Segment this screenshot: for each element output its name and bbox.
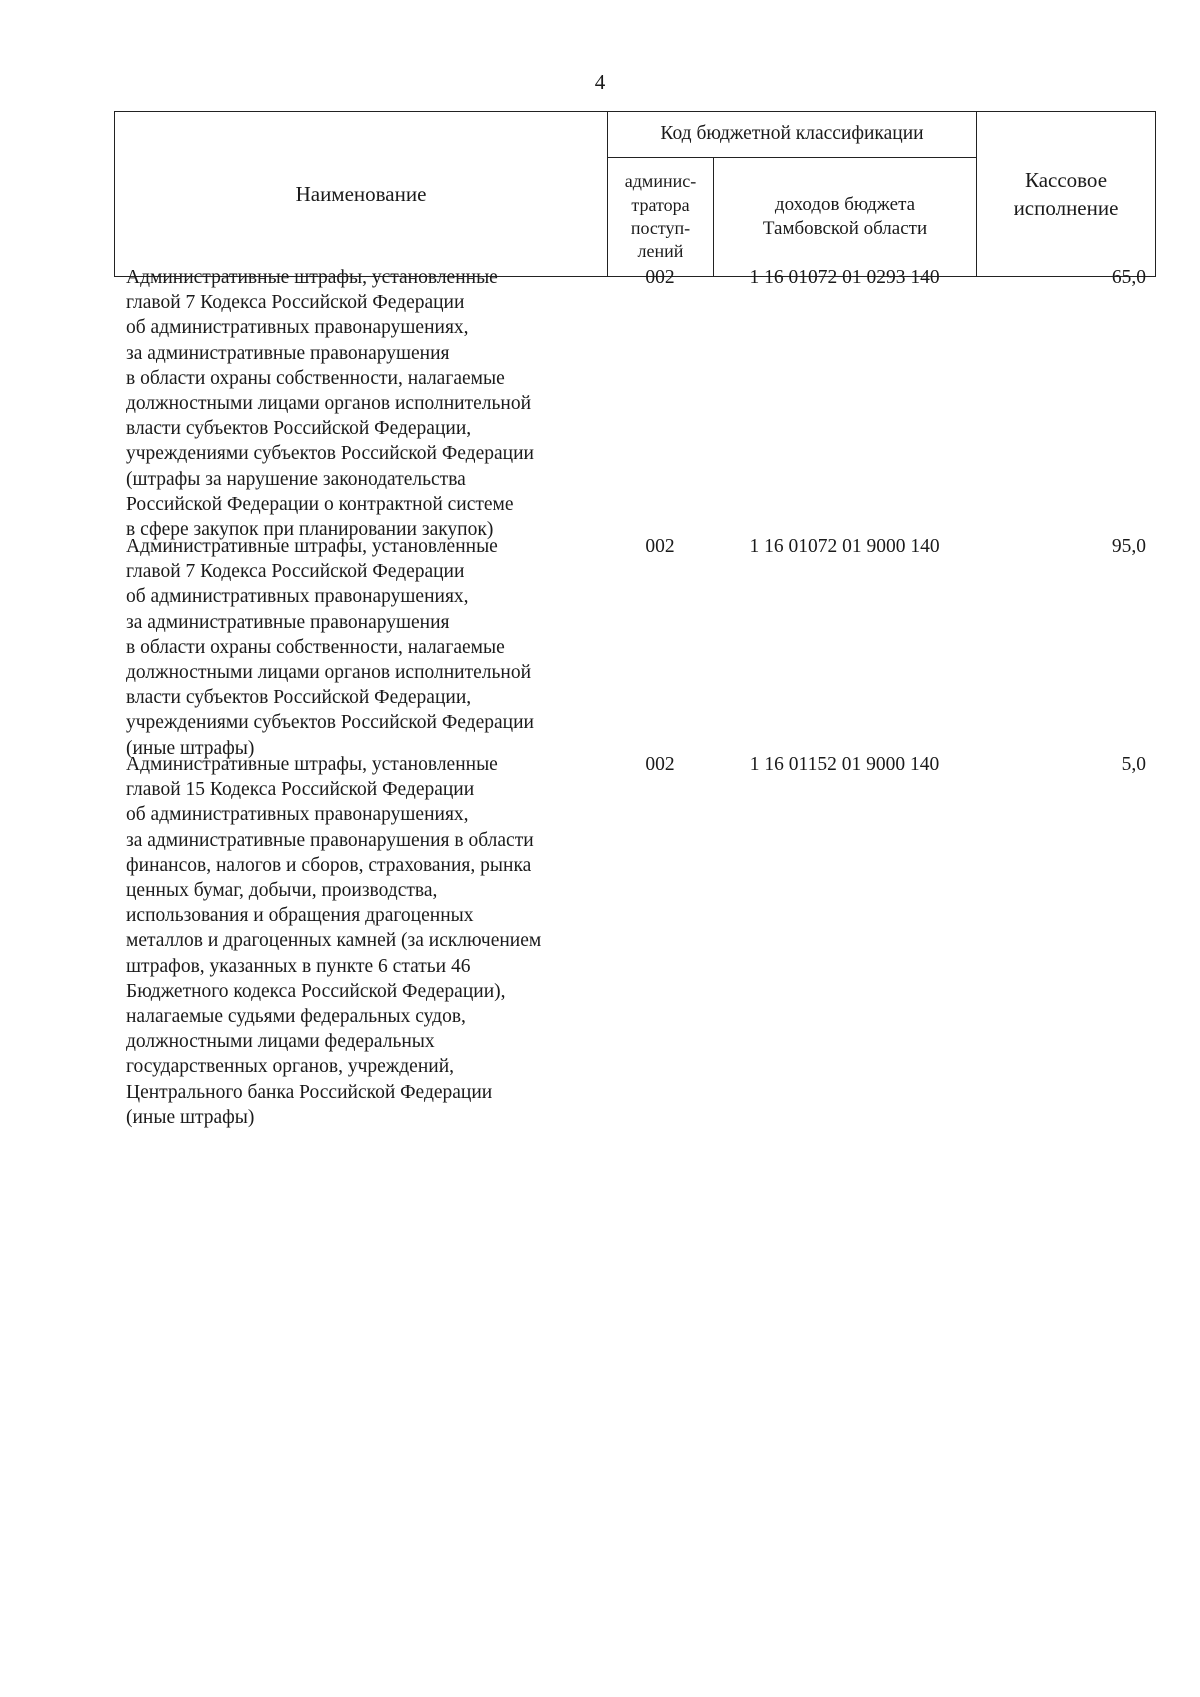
row-income-code: 1 16 01072 01 9000 140 [749, 536, 940, 557]
row-income-code: 1 16 01072 01 0293 140 [749, 267, 940, 288]
row-amount: 65,0 [1111, 267, 1146, 288]
table-header [114, 111, 1156, 277]
row-name: Административные штрафы, установленные главой 15 Кодекса Российской Федерации об административных правонарушениях, за административные правонарушения в области финансов, налогов и сборов, страхования, рынка ценных бумаг, добычи, производства, использования и обращения драгоценных металлов и драгоценных камней (за исключением штрафов, указанных в пункте 6 статьи 46 Бюджетного кодекса Российской Федерации), налагаемые судьями федеральных судов, должностными лицами федеральных государственных органов, учреждений, Центрального банка Российской Федерации (иные штрафы) [126, 754, 542, 1128]
row-name: Административные штрафы, установленные главой 7 Кодекса Российской Федерации об административных правонарушениях, за административные правонарушения в области охраны собственности, налагаемые должностными лицами органов исполнительной власти субъектов Российской Федерации, учреждениями субъектов Российской Федерации (иные штрафы) [126, 536, 534, 759]
row-admin-code: 002 [645, 754, 675, 775]
column-header-income: доходов бюджета Тамбовской области [714, 158, 977, 276]
column-header-name: Наименование [115, 112, 608, 276]
row-income-code: 1 16 01152 01 9000 140 [749, 754, 940, 775]
row-amount: 95,0 [1111, 536, 1146, 557]
table-row [114, 534, 1156, 759]
row-admin-code: 002 [645, 267, 675, 288]
page-number: 4 [594, 70, 606, 94]
column-header-code-group: Код бюджетной классификации [608, 112, 977, 158]
row-admin-code: 002 [645, 536, 675, 557]
row-amount: 5,0 [1121, 754, 1146, 775]
row-name: Административные штрафы, установленные главой 7 Кодекса Российской Федерации об административных правонарушениях, за административные правонарушения в области охраны собственности, налагаемые должностными лицами органов исполнительной власти субъектов Российской Федерации, учреждениями субъектов Российской Федерации (штрафы за нарушение законодательства Российской Федерации о контрактной системе в сфере закупок при планировании закупок) [126, 267, 534, 541]
table-row [114, 265, 1156, 541]
column-header-admin: админис- тратора поступ- лений [608, 158, 714, 276]
table-row [114, 752, 1156, 1132]
column-header-cash: Кассовое исполнение [1013, 167, 1119, 220]
